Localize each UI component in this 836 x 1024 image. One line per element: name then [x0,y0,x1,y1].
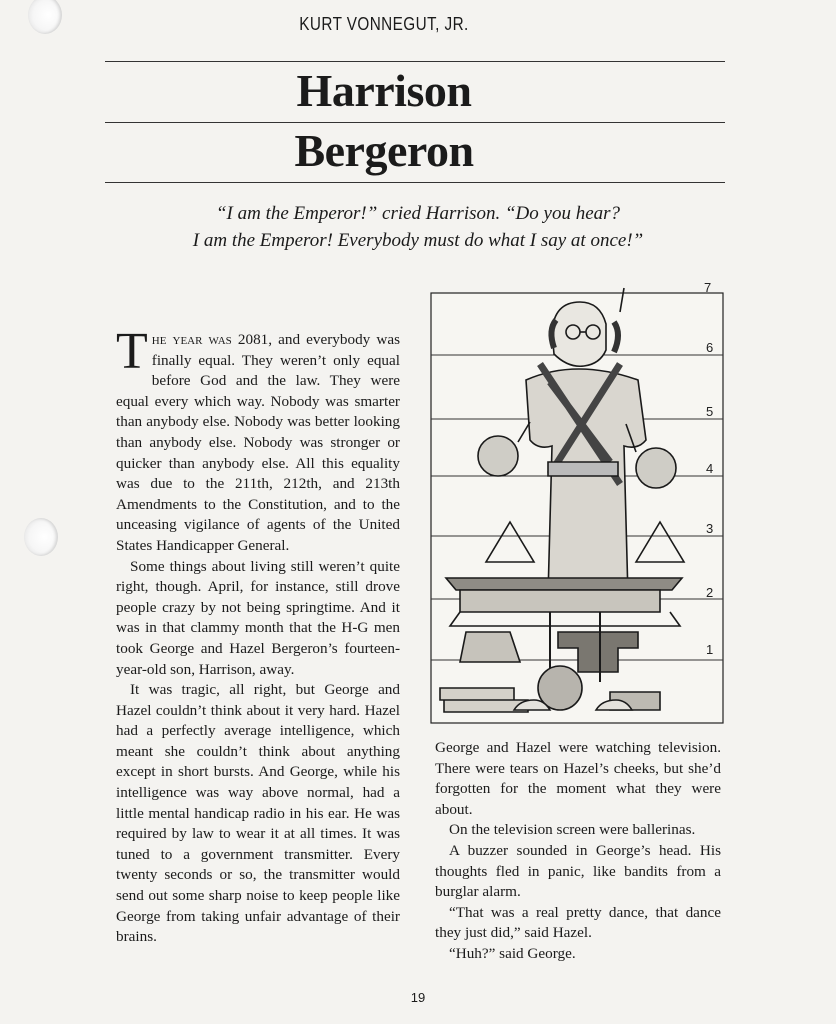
opening-smallcaps: he year was 2081, [151,331,273,348]
epigraph-line-1: “I am the Emperor!” cried Harrison. “Do you hear? [215,203,621,224]
paragraph-3: It was tragic, all right, but George and Hazel couldn’t think about it very hard. Hazel had a perfectly average intelligence, which meant she couldn’t think about anything except in short bursts. And George, while his intelligence was way above normal, had a little mental handicap radio in his ear. He was required by law to wear it at all times. It was tuned to a government transmitter. Every twenty seconds or so, the transmitter would send out some sharp noise to keep people like George from taking unfair advantage of their brains. [116,681,400,946]
binder-hole-middle [24,518,58,556]
right-paragraph-1: George and Hazel were watching television. There were tears on Hazel’s cheeks, but she’d forgotten for the moment what they were about. [435,739,721,818]
scale-label-5: 5 [706,404,714,419]
title-rule-bottom [105,182,725,183]
scale-label-6: 6 [706,340,714,355]
drop-cap: T [116,323,148,380]
title-rule-top [105,61,725,62]
right-paragraph-4: “That was a real pretty dance, that dance they just did,” said Hazel. [435,903,721,942]
title-rule-middle [105,122,725,123]
epigraph [0,200,836,254]
right-paragraph-2: On the television screen were ballerinas. [449,821,696,839]
scale-label-4: 4 [706,461,714,476]
right-text-column [435,738,721,965]
scale-label-7: 7 [704,280,712,295]
right-paragraph-5: “Huh?” said George. [449,944,576,962]
scale-label-2: 2 [706,585,714,600]
harrison-illustration [430,280,724,724]
epigraph-line-2: I am the Emperor! Everybody must do what I say at once!” [192,230,644,251]
author-name: KURT VONNEGUT, JR. [299,14,469,34]
paragraph-1 [116,323,400,557]
title-line-2: Bergeron [294,125,474,176]
paragraph-1-text: and everybody was finally equal. They weren’t only equal before God and the law. They were equal every which way. Nobody was smarter than anybody else. Nobody was better looking than anybody else. Nobody was stronger or quicker than anybody else. All this equality was due to the 211th, 212th, and 213th Amendments to the Constitution, and to the unceasing vigilance of agents of the United States Handicapper General. [116,331,400,554]
scale-label-3: 3 [706,521,714,536]
right-paragraph-3: A buzzer sounded in George’s head. His thoughts fled in panic, like bandits from a burglar alarm. [435,841,721,901]
height-chart-drawing [430,280,724,724]
page-number: 19 [410,990,426,1005]
title-line-1: Harrison [296,65,472,116]
paragraph-2: Some things about living still weren’t quite right, though. April, for instance, still drove people crazy by not being springtime. And it was in that clammy month that the H-G men took George and Hazel Bergeron’s fourteen-year-old son, Harrison, away. [116,557,400,678]
scale-label-1: 1 [706,642,714,657]
left-text-column [116,323,400,948]
